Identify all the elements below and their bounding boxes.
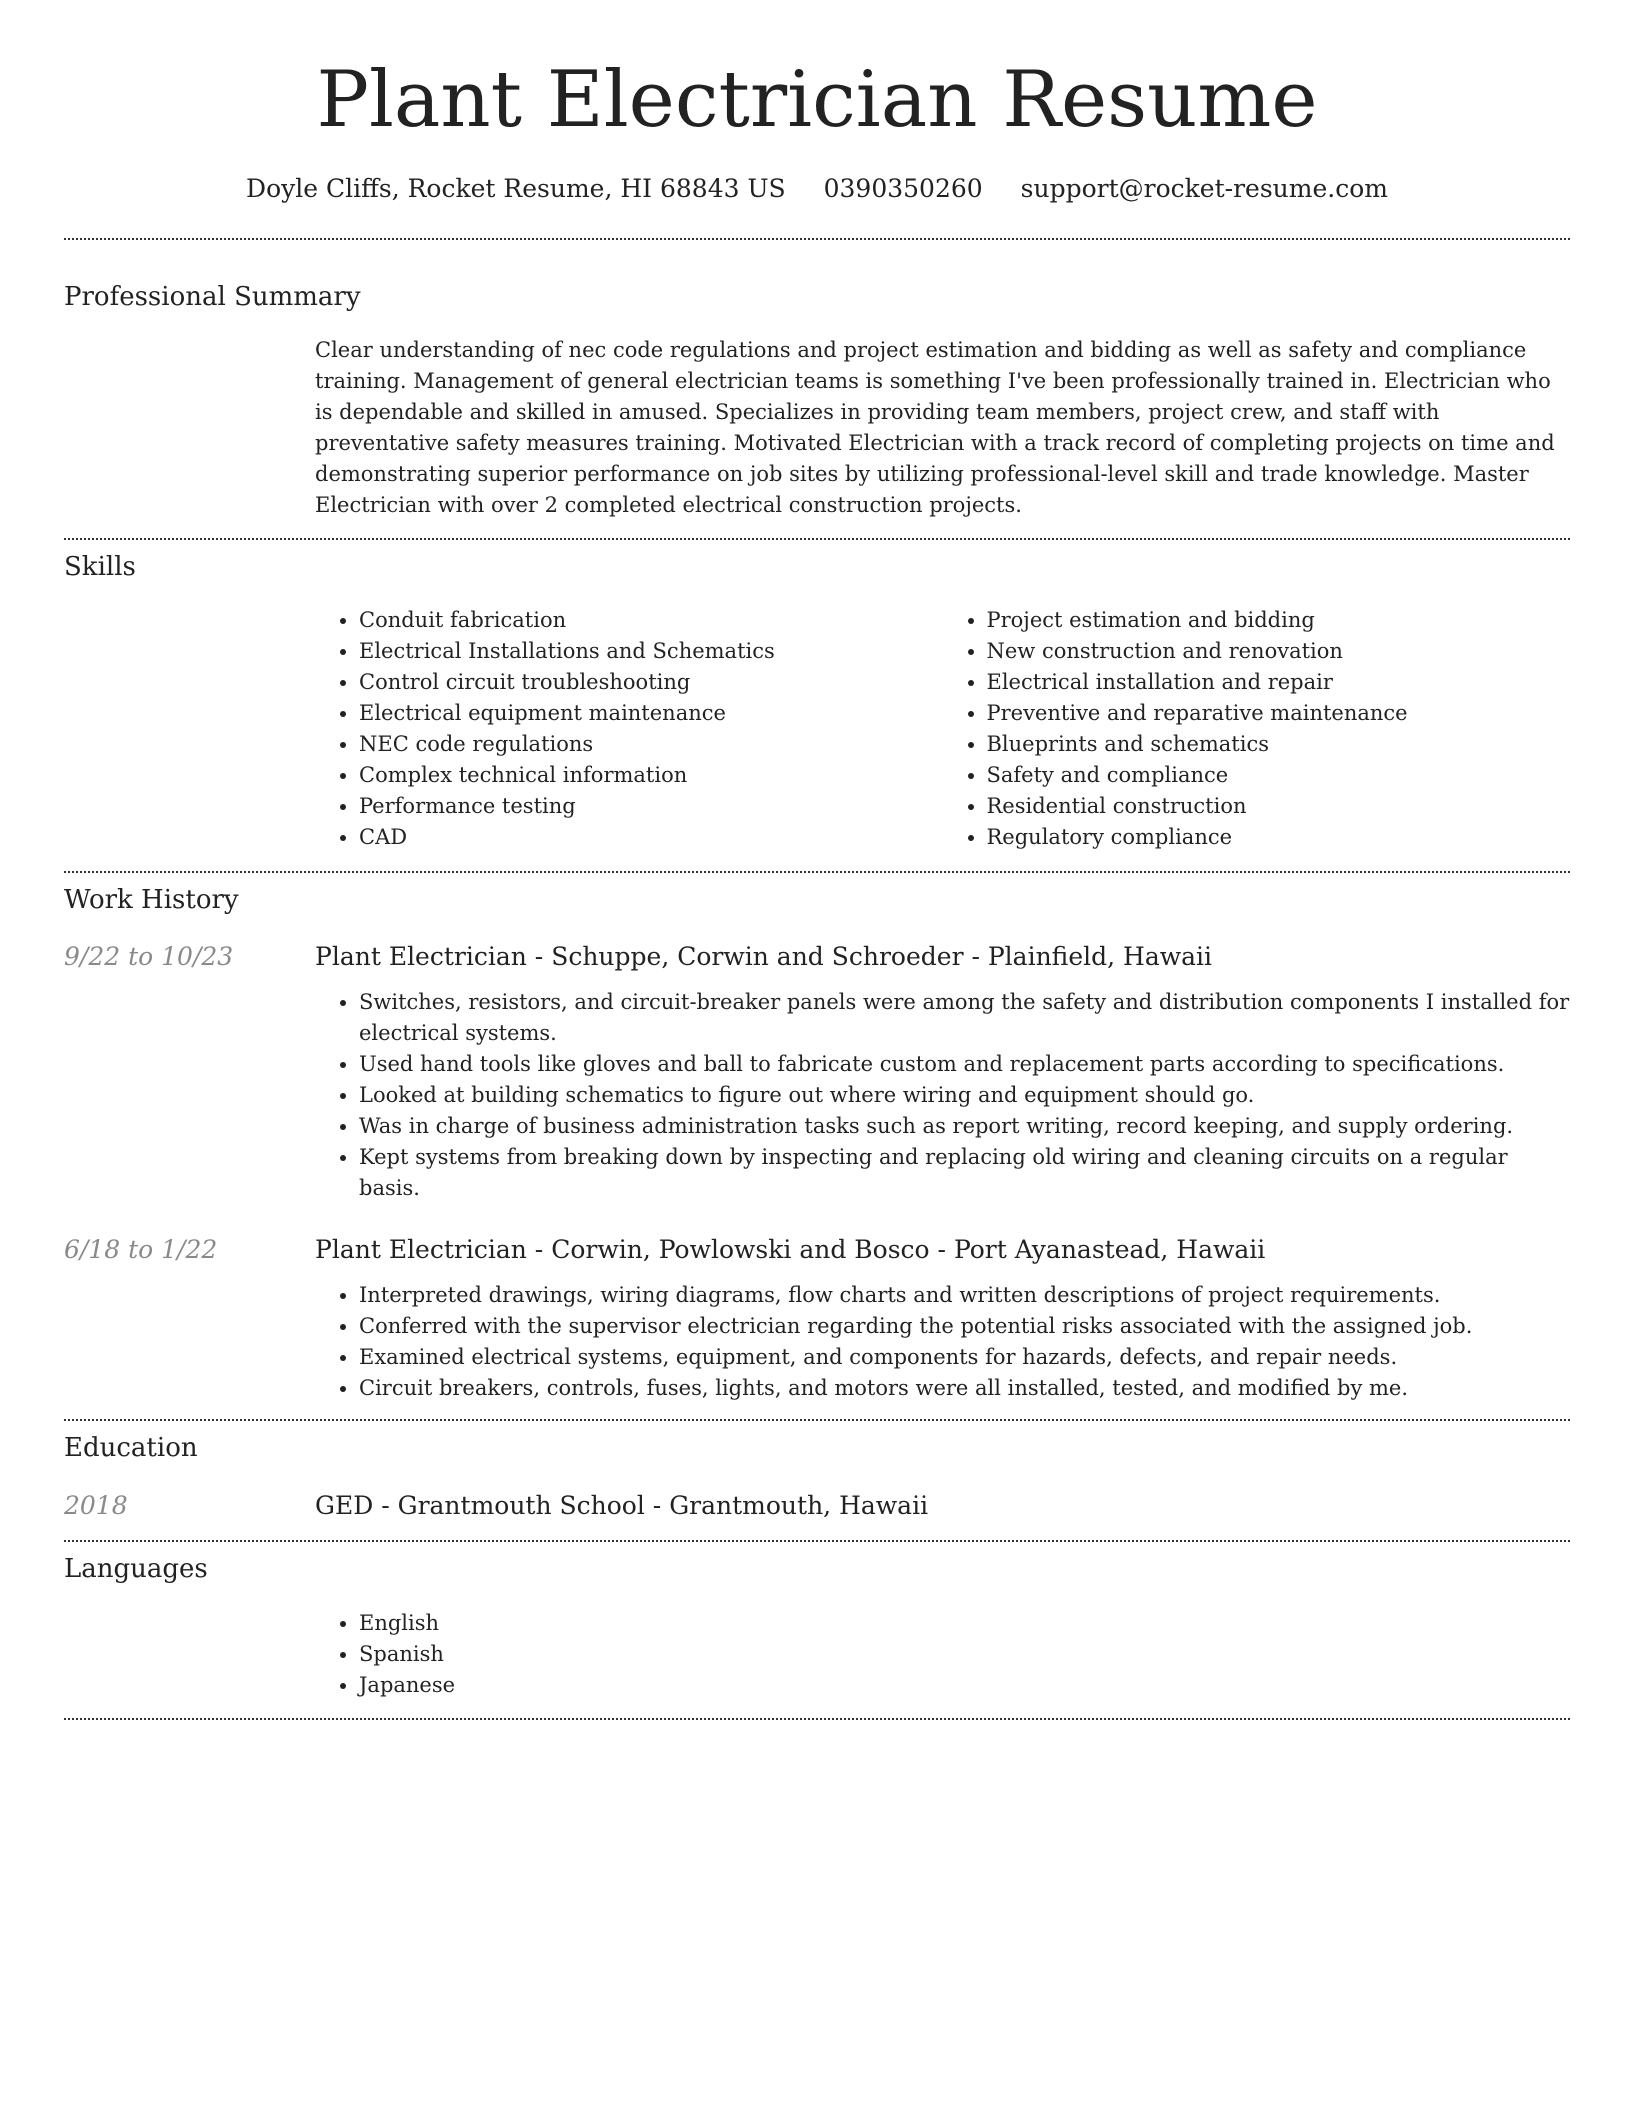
- skill-item: • Conduit fabrication: [359, 605, 943, 636]
- job-dates: 9/22 to 10/23: [64, 942, 234, 971]
- skill-item: • Electrical Installations and Schematics: [359, 636, 943, 667]
- skill-item: • Performance testing: [359, 791, 943, 822]
- resume-page: [64, 0, 1570, 1720]
- divider: [64, 538, 1570, 540]
- skills-heading: Skills: [64, 552, 136, 582]
- education-title: GED - Grantmouth School - Grantmouth, Hawaii: [315, 1491, 929, 1520]
- contact-email: support@rocket-resume.com: [1020, 174, 1388, 203]
- skill-item: • Complex technical information: [359, 760, 943, 791]
- job-bullet: • Was in charge of business administration tasks such as report writing, record keeping, and supply ordering.: [359, 1111, 1570, 1142]
- job-title: Plant Electrician - Corwin, Powlowski and Bosco - Port Ayanastead, Hawaii: [315, 1235, 1266, 1264]
- job-dates: 6/18 to 1/22: [64, 1235, 218, 1264]
- divider: [64, 1718, 1570, 1720]
- education-year: 2018: [64, 1491, 128, 1520]
- language-item: • English: [359, 1608, 1570, 1639]
- divider: [64, 1540, 1570, 1542]
- skill-item: • Electrical installation and repair: [987, 667, 1571, 698]
- summary-text: Clear understanding of nec code regulations and project estimation and bidding as well as safety and compliance training. Management of general electrician teams is something I've been professionally trained in. Electrician who is dependable and skilled in amused. Specializes in providing team members, project crew, and staff with preventative safety measures training. Motivated Electrician with a track record of completing projects on time and demonstrating superior performance on job sites by utilizing professional-level skill and trade knowledge. Master Electrician with over 2 completed electrical construction projects.: [315, 338, 1555, 517]
- skill-item: • Safety and compliance: [987, 760, 1571, 791]
- language-item: • Japanese: [359, 1670, 1570, 1701]
- job-bullet: • Circuit breakers, controls, fuses, lights, and motors were all installed, tested, and modified by me.: [359, 1373, 1570, 1404]
- job-bullet: • Looked at building schematics to figure out where wiring and equipment should go.: [359, 1080, 1570, 1111]
- divider: [64, 871, 1570, 873]
- resume-title: Plant Electrician Resume: [316, 55, 1318, 145]
- contact-address: Doyle Cliffs, Rocket Resume, HI 68843 US: [246, 174, 786, 203]
- job-bullet: • Switches, resistors, and circuit-breaker panels were among the safety and distribution components I installed for electrical systems.: [359, 987, 1570, 1049]
- skill-item: • Control circuit troubleshooting: [359, 667, 943, 698]
- skill-item: • NEC code regulations: [359, 729, 943, 760]
- work-heading: Work History: [64, 885, 239, 915]
- job-bullets: [315, 1280, 1570, 1404]
- job-bullet: • Used hand tools like gloves and ball to fabricate custom and replacement parts according to specifications.: [359, 1049, 1570, 1080]
- skills-column-right: [943, 605, 1571, 853]
- summary-heading: Professional Summary: [64, 282, 361, 312]
- job-bullet: • Kept systems from breaking down by inspecting and replacing old wiring and cleaning circuits on a regular basis.: [359, 1142, 1570, 1204]
- education-entry: [64, 1489, 1570, 1523]
- skill-item: • CAD: [359, 822, 943, 853]
- skill-item: • Regulatory compliance: [987, 822, 1571, 853]
- language-item: • Spanish: [359, 1639, 1570, 1670]
- skill-item: • Preventive and reparative maintenance: [987, 698, 1571, 729]
- job-bullets: [315, 987, 1570, 1204]
- job-entry-header: [64, 940, 1570, 974]
- skill-item: • New construction and renovation: [987, 636, 1571, 667]
- skills-column-left: [315, 605, 943, 853]
- contact-phone: 0390350260: [823, 174, 983, 203]
- contact-line: [64, 172, 1570, 206]
- skill-item: • Electrical equipment maintenance: [359, 698, 943, 729]
- job-bullet: • Examined electrical systems, equipment, and components for hazards, defects, and repair needs.: [359, 1342, 1570, 1373]
- divider: [64, 238, 1570, 240]
- skill-item: • Project estimation and bidding: [987, 605, 1571, 636]
- languages-heading: Languages: [64, 1554, 208, 1584]
- job-title: Plant Electrician - Schuppe, Corwin and Schroeder - Plainfield, Hawaii: [315, 942, 1213, 971]
- job-entry-header: [64, 1233, 1570, 1267]
- languages-list: [315, 1608, 1570, 1701]
- divider: [64, 1419, 1570, 1421]
- skill-item: • Residential construction: [987, 791, 1571, 822]
- skill-item: • Blueprints and schematics: [987, 729, 1571, 760]
- job-bullet: • Interpreted drawings, wiring diagrams, flow charts and written descriptions of project requirements.: [359, 1280, 1570, 1311]
- education-heading: Education: [64, 1433, 198, 1463]
- skills-list: [315, 605, 1570, 853]
- job-bullet: • Conferred with the supervisor electrician regarding the potential risks associated with the assigned job.: [359, 1311, 1570, 1342]
